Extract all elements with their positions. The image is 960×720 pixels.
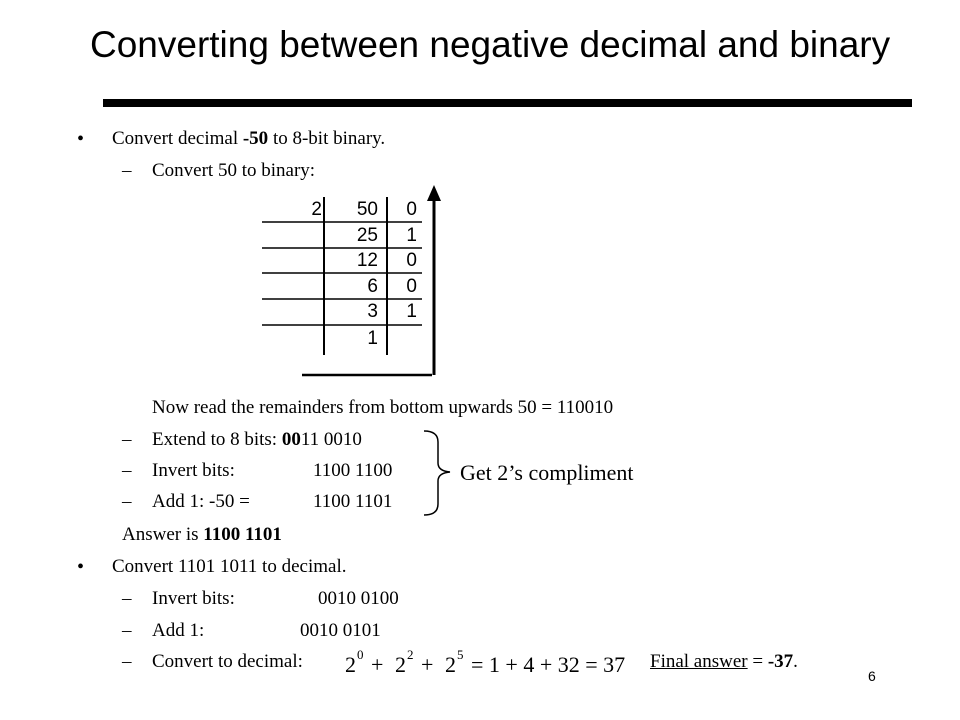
quotient-cell: 3 xyxy=(367,301,378,322)
quotient-cell: 50 xyxy=(356,199,378,220)
bullet-1-bold: -50 xyxy=(242,128,269,149)
decimal-formula xyxy=(343,645,633,684)
quotient-cell: 25 xyxy=(356,225,378,246)
division-table xyxy=(262,185,462,380)
brace-icon xyxy=(420,428,460,523)
slide-title: Converting between negative decimal and binary xyxy=(90,24,891,65)
dash-add2: – xyxy=(122,620,132,641)
extend-line xyxy=(152,429,362,451)
page-number: 6 xyxy=(868,668,876,684)
extend-rest: 11 0010 xyxy=(300,429,362,450)
brace-shape xyxy=(420,428,460,518)
add1-value: 1100 1101 xyxy=(313,491,393,512)
answer-label: Answer is xyxy=(122,524,204,545)
title-rule xyxy=(103,99,912,107)
callout-label: Get 2’s compliment xyxy=(460,460,634,485)
plus-sign: + xyxy=(371,652,384,677)
extend-label: Extend to 8 bits: xyxy=(152,429,282,450)
formula-base-2: 2 xyxy=(395,652,406,677)
bullet-1 xyxy=(112,128,385,150)
add1-label: Add 1: -50 = xyxy=(152,491,250,512)
dash-invert2: – xyxy=(122,588,132,609)
dash-convert-decimal: – xyxy=(122,651,132,672)
divisor-cell: 2 xyxy=(311,199,322,220)
bullet-2: Convert 1101 1011 to decimal. xyxy=(112,556,347,577)
answer-line xyxy=(122,524,282,546)
dash-invert: – xyxy=(122,460,132,481)
formula-exp-2: 2 xyxy=(407,647,414,662)
invert2-label: Invert bits: xyxy=(152,588,235,609)
quotient-cell: 6 xyxy=(367,276,378,297)
quotient-cell: 1 xyxy=(367,328,378,349)
invert-label: Invert bits: xyxy=(152,460,235,481)
invert-value: 1100 1100 xyxy=(313,460,393,481)
step-convert: Convert 50 to binary: xyxy=(152,160,316,181)
final-answer-label: Final answer xyxy=(650,651,748,672)
read-remainders: Now read the remainders from bottom upwards 50 = 110010 xyxy=(152,397,614,418)
final-answer-eq: = xyxy=(747,651,768,672)
formula-exp-1: 0 xyxy=(357,647,364,662)
formula-expansion: = 1 + 4 + 32 = 37 xyxy=(471,652,626,677)
final-answer xyxy=(650,651,798,673)
formula-base-1: 2 xyxy=(345,652,356,677)
dash-convert: – xyxy=(122,160,132,181)
bullet-1-post: to 8-bit binary. xyxy=(268,128,386,149)
remainder-cell: 0 xyxy=(406,250,417,271)
bullet-1-pre: Convert decimal xyxy=(112,128,243,149)
remainder-cell: 0 xyxy=(406,276,417,297)
remainder-cell: 1 xyxy=(406,225,417,246)
remainder-cell: 0 xyxy=(406,199,417,220)
remainder-cell: 1 xyxy=(406,301,417,322)
dash-extend: – xyxy=(122,429,132,450)
bullet-dot: • xyxy=(77,128,85,150)
plus-sign: + xyxy=(421,652,434,677)
convert-decimal-label: Convert to decimal: xyxy=(152,651,303,672)
add2-label: Add 1: xyxy=(152,620,205,641)
extend-bold: 00 xyxy=(281,429,301,450)
invert2-value: 0010 0100 xyxy=(318,588,399,609)
formula-exp-3: 5 xyxy=(457,647,464,662)
dash-add1: – xyxy=(122,491,132,512)
bullet-dot: • xyxy=(77,556,85,578)
final-answer-value: -37 xyxy=(767,651,794,672)
formula-base-3: 2 xyxy=(445,652,456,677)
answer-value: 1100 1101 xyxy=(203,524,282,545)
quotient-cell: 12 xyxy=(356,250,378,271)
add2-value: 0010 0101 xyxy=(300,620,381,641)
formula-svg xyxy=(343,645,633,679)
final-answer-period: . xyxy=(793,651,798,672)
